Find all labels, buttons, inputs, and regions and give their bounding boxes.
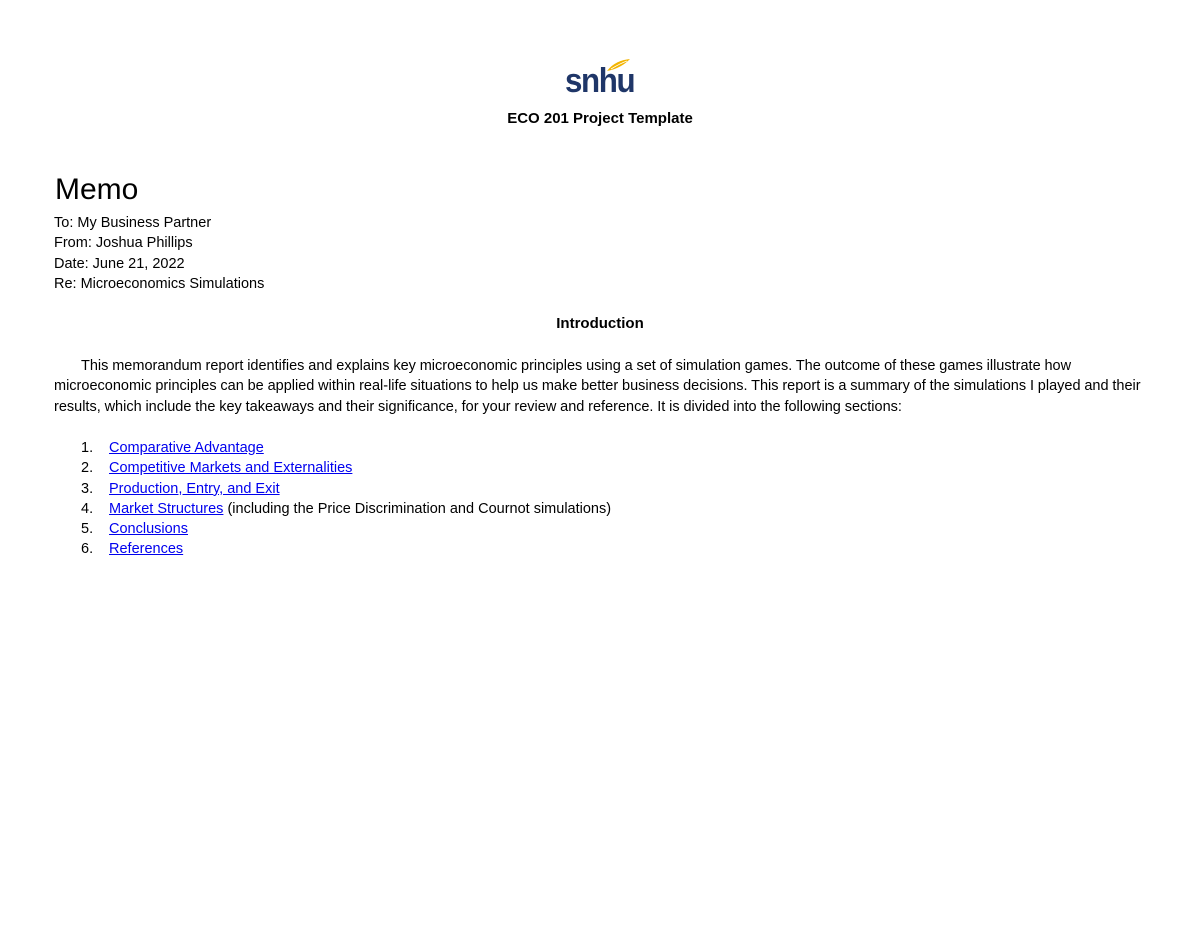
introduction-paragraph: This memorandum report identifies and explains key microeconomic principles using a set of simulation games. The outcome of these games illustrate how microeconomic principles can be applied within real-life situations to help us make better business decisions. This report is a summary of the simulations I played and their results, which include the key takeaways and their significance, for your review and reference. It is divided into the following sections: [54,358,1141,415]
introduction-heading: Introduction [556,315,644,332]
link-references[interactable]: References [109,541,184,558]
list-number: 4. [81,500,94,517]
list-number: 6. [81,541,94,558]
list-number: 1. [81,440,94,456]
list-number: 3. [81,480,94,497]
list-number: 2. [81,460,94,477]
memo-to: To: My Business Partner [54,215,212,231]
list-item-note: (including the Price Discrimination and Cournot simulations) [223,500,612,517]
section-list [81,438,611,560]
link-market-structures[interactable]: Market Structures [109,500,224,517]
list-item [81,539,611,559]
list-item [81,479,611,499]
logo-text: snhu [565,62,635,100]
memo-re: Re: Microeconomics Simulations [54,275,265,292]
list-item [81,519,611,539]
link-conclusions[interactable]: Conclusions [109,521,188,538]
link-production-entry-exit[interactable]: Production, Entry, and Exit [109,480,280,497]
template-title: ECO 201 Project Template [507,110,693,127]
list-item [81,438,611,458]
link-competitive-markets[interactable]: Competitive Markets and Externalities [109,460,353,477]
memo-from: From: Joshua Phillips [54,235,193,252]
list-number: 5. [81,521,94,538]
list-item [81,499,611,519]
snhu-logo [565,58,635,102]
memo-header-block [54,213,264,294]
list-item [81,458,611,478]
memo-date: Date: June 21, 2022 [54,255,185,272]
link-comparative-advantage[interactable]: Comparative Advantage [109,440,264,456]
memo-heading: Memo [55,173,139,206]
